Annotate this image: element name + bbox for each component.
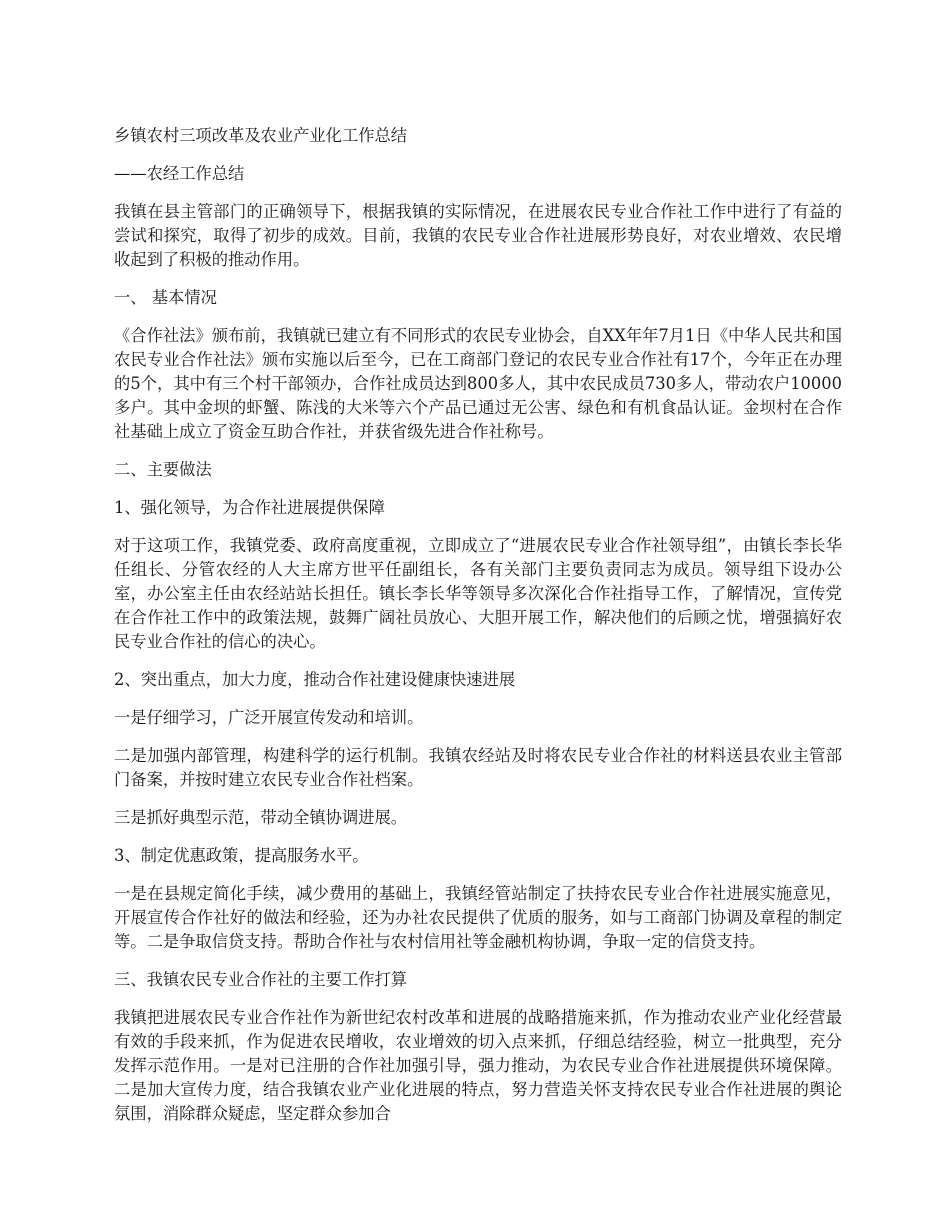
- leadership-paragraph: 对于这项工作，我镇党委、政府高度重视，立即成立了“进展农民专业合作社领导组”，由镇长李长华任组长、分管农经的人大主席方世平任副组长，各有关部门主要负责同志为成员。领导组下设办公室，办公室主任由农经站站长担任。镇长李长华等领导多次深化合作社指导工作，了解情况，宣传党在合作社工作中的政策法规，鼓舞广阔社员放心、大胆开展工作，解决他们的后顾之忧，增强搞好农民专业合作社的信心的决心。: [114, 536, 842, 651]
- section-heading-work-plans: 三、我镇农民专业合作社的主要工作打算: [114, 970, 408, 989]
- subheading-strengthen-leadership: 1、强化领导，为合作社进展提供保障: [114, 498, 385, 517]
- subheading-preferential-policies: 3、制定优惠政策，提高服务水平。: [114, 846, 369, 865]
- subheading-highlight-priorities: 2、突出重点，加大力度，推动合作社建设健康快速进展: [114, 670, 516, 689]
- point-three-paragraph: 三是抓好典型示范，带动全镇协调进展。: [114, 808, 408, 827]
- section-heading-main-practices: 二、主要做法: [114, 460, 212, 479]
- document-subtitle: ——农经工作总结: [114, 164, 245, 183]
- document-title: 乡镇农村三项改革及农业产业化工作总结: [114, 126, 408, 145]
- document-body: [114, 124, 842, 1140]
- work-plans-paragraph: 我镇把进展农民专业合作社作为新世纪农村改革和进展的战略措施来抓，作为推动农业产业化经营最有效的手段来抓，作为促进农民增收，农业增效的切入点来抓，仔细总结经验，树立一批典型，充分发挥示范作用。一是对已注册的合作社加强引导，强力推动，为农民专业合作社进展提供环境保障。二是加大宣传力度，结合我镇农业产业化进展的特点，努力营造关怀支持农民专业合作社进展的舆论氛围，消除群众疑虑，坚定群众参加合: [114, 1008, 842, 1123]
- point-two-paragraph: 二是加强内部管理，构建科学的运行机制。我镇农经站及时将农民专业合作社的材料送县农业主管部门备案，并按时建立农民专业合作社档案。: [114, 746, 842, 789]
- section-heading-basic-situation: 一、 基本情况: [114, 288, 217, 307]
- policies-paragraph: 一是在县规定简化手续，减少费用的基础上，我镇经管站制定了扶持农民专业合作社进展实施意见，开展宣传合作社好的做法和经验，还为办社农民提供了优质的服务，如与工商部门协调及章程的制定等。二是争取信贷支持。帮助合作社与农村信用社等金融机构协调，争取一定的信贷支持。: [114, 884, 842, 951]
- basic-situation-paragraph: 《合作社法》颁布前，我镇就已建立有不同形式的农民专业协会，自XX年年7月1日《中华人民共和国农民专业合作社法》颁布实施以后至今，已在工商部门登记的农民专业合作社有17个，今年正在办理的5个，其中有三个村干部领办，合作社成员达到800多人，其中农民成员730多人，带动农户10000多户。其中金坝的虾蟹、陈浅的大米等六个产品已通过无公害、绿色和有机食品认证。金坝村在合作社基础上成立了资金互助合作社，并获省级先进合作社称号。: [114, 326, 842, 441]
- intro-paragraph: 我镇在县主管部门的正确领导下，根据我镇的实际情况，在进展农民专业合作社工作中进行了有益的尝试和探究，取得了初步的成效。目前，我镇的农民专业合作社进展形势良好，对农业增效、农民增收起到了积极的推动作用。: [114, 202, 842, 269]
- point-one-paragraph: 一是仔细学习，广泛开展宣传发动和培训。: [114, 708, 424, 727]
